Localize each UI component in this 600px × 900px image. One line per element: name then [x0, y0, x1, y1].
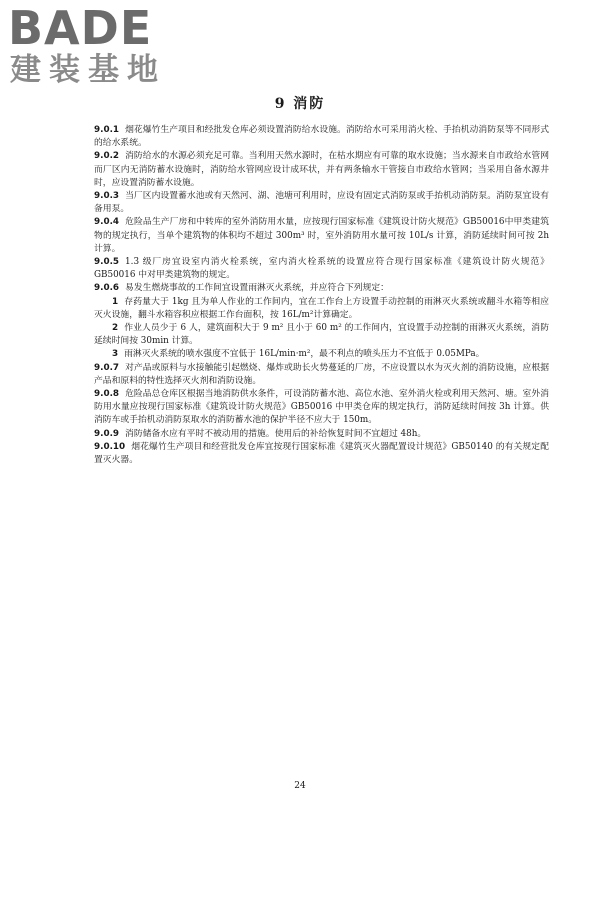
clause-number: 9.0.6: [94, 283, 120, 294]
clause-number: 9.0.7: [94, 362, 120, 373]
item-text: 存药量大于 1kg 且为单人作业的工作间内，宜在工作台上方设置手动控制的雨淋灭火系统或翻斗水箱等相应灭火设施，翻斗水箱容积应根据工作台面积，按 16L/m²计算确定。: [94, 296, 549, 320]
clause-9-0-7: [94, 362, 549, 388]
item-number: 3: [112, 349, 119, 360]
clause-9-0-6: [94, 282, 549, 295]
clause-9-0-2: [94, 150, 549, 190]
clause-number: 9.0.5: [94, 257, 120, 268]
clause-text: 对产品或原料与水接触能引起燃烧、爆炸或助长火势蔓延的厂房，不应设置以水为灭火剂的消防设施，应根据产品和原料的特性选择灭火剂和消防设施。: [94, 362, 549, 386]
clause-9-0-10: [94, 441, 549, 467]
item-text: 作业人员少于 6 人，建筑面积大于 9 m² 且小于 60 m² 的工作间内，宜设置手动控制的雨淋灭火系统，消防延续时间按 30min 计算。: [94, 323, 549, 347]
section-body: [94, 124, 549, 467]
clause-text: 消防给水的水源必须充足可靠。当利用天然水源时，在枯水期应有可靠的取水设施；当水源来自市政给水管网而厂区内无消防蓄水设施时，消防给水管网应设计成环状，并有两条输水干管接自市政给水管网；当采用自备水源井时，应设置消防蓄水设施。: [94, 151, 549, 188]
clause-9-0-3: [94, 190, 549, 216]
clause-text: 危险品总仓库区根据当地消防供水条件，可设消防蓄水池、高位水池、室外消火栓或利用天然河、塘。室外消防用水量应按现行国家标准《建筑设计防火规范》GB50016 中甲类仓库的规定执行，消防延续时间按 3h 计算。供消防车或手抬机动消防泵取水的消防蓄水池的保护半径不应大于 150m。: [94, 389, 549, 426]
clause-text: 烟花爆竹生产项目和经批发仓库必须设置消防给水设施。消防给水可采用消火栓、手抬机动消防泵等不同形式的给水系统。: [94, 125, 549, 149]
clause-text: 易发生燃烧事故的工作间宜设置雨淋灭火系统，并应符合下列规定：: [125, 283, 389, 294]
item-number: 2: [112, 323, 119, 334]
sub-item-1: [94, 296, 549, 322]
item-text: 雨淋灭火系统的喷水强度不宜低于 16L/min·m²，最不利点的喷头压力不宜低于 0.05MPa。: [124, 349, 485, 360]
clause-text: 危险品生产厂房和中转库的室外消防用水量，应按现行国家标准《建筑设计防火规范》GB50016中甲类建筑物的规定执行，当单个建筑物的体积均不超过 300m³ 时，室外消防用水量可按 10L/s 计算，消防延续时间可按 2h 计算。: [94, 217, 549, 254]
clause-number: 9.0.4: [94, 217, 120, 228]
clause-text: 消防储备水应有平时不被动用的措施。使用后的补给恢复时间不宜超过 48h。: [125, 428, 427, 439]
clause-number: 9.0.8: [94, 389, 120, 400]
clause-number: 9.0.10: [94, 441, 126, 452]
page-number: 24: [294, 781, 306, 791]
clause-9-0-1: [94, 124, 549, 150]
clause-text: 1.3 级厂房宜设室内消火栓系统，室内消火栓系统的设置应符合现行国家标准《建筑设计防火规范》GB50016 中对甲类建筑物的规定。: [94, 257, 549, 281]
section-title: 9 消防: [274, 96, 326, 112]
logo-wordmark: BADE: [8, 1, 153, 55]
sub-item-3: [94, 348, 549, 361]
clause-number: 9.0.1: [94, 125, 120, 135]
clause-text: 当厂区内设置蓄水池或有天然河、湖、池塘可利用时，应设有固定式消防泵或手抬机动消防泵。消防泵宜设有备用泵。: [94, 191, 549, 215]
bade-logo: [8, 1, 188, 90]
clause-number: 9.0.3: [94, 191, 120, 202]
clause-number: 9.0.9: [94, 428, 120, 439]
logo-subtitle: 建装基地: [10, 52, 166, 88]
item-number: 1: [112, 296, 119, 307]
clause-text: 烟花爆竹生产项目和经营批发仓库宜按现行国家标准《建筑灭火器配置设计规范》GB50140 的有关规定配置灭火器。: [94, 441, 549, 466]
clause-9-0-4: [94, 216, 549, 256]
clause-9-0-9: [94, 428, 549, 441]
clause-9-0-5: [94, 256, 549, 282]
clause-number: 9.0.2: [94, 151, 120, 162]
clause-9-0-8: [94, 388, 549, 428]
sub-item-2: [94, 322, 549, 348]
